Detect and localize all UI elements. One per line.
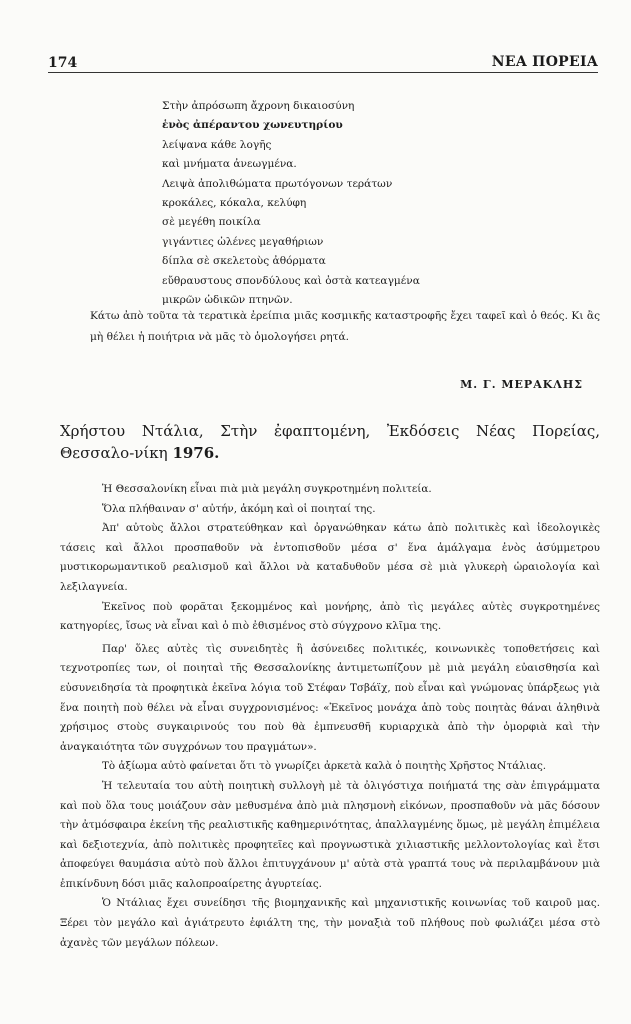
- publication-year: 1976.: [172, 444, 220, 462]
- poem-line: κροκάλες, κόκαλα, κελύφη: [162, 196, 307, 209]
- header-rule: [48, 72, 598, 73]
- review-paragraph: Ὅλα πλήθαιναν σ' αὐτήν, ἀκόμη καὶ οἱ ποιηταί της.: [102, 502, 376, 515]
- poem-line: καὶ μνήματα ἀνεωγμένα.: [162, 158, 297, 171]
- review-body: [60, 480, 600, 953]
- poem-line: Λειψὰ ἀπολιθώματα πρωτόγονων τεράτων: [162, 177, 393, 190]
- poem-line: γιγάντιες ὠλένες μεγαθήριων: [162, 235, 324, 248]
- review-closing-paragraph: Κάτω ἀπὸ τοῦτα τὰ τερατικὰ ἐρείπια μιᾶς κοσμικῆς καταστροφῆς ἔχει ταφεῖ καὶ ὁ θεός. Κι ἂς μὴ θέλει ἡ ποιήτρια νὰ μᾶς τὸ ὁμολογήσει ρητά.: [90, 310, 600, 343]
- review-paragraph: Ἐκεῖνος ποὺ φορᾶται ξεκομμένος καὶ μονήρης, ἀπὸ τὶς μεγάλες αὐτὲς συγκροτημένες κατηγορίες, ἴσως νὰ εἶναι καὶ ὁ πιὸ ἐθισμένος στὸ σύγχρονο κλῖμα της.: [60, 600, 600, 633]
- review-paragraph: Ὁ Ντάλιας ἔχει συνείδησι τῆς βιομηχανικῆς καὶ μηχανιστικῆς κοινωνίας τοῦ καιροῦ μας. Ξέρει τὸν μεγάλο καὶ ἀγιάτρευτο ἐφιάλτη της, τὴν μοναξιὰ τοῦ πλήθους ποὺ φωλιάζει μέσα στὸ ἀχανὲς τῶν μεγάλων πόλεων.: [60, 897, 600, 949]
- page-number: 174: [48, 55, 78, 71]
- poem-excerpt: [162, 97, 420, 310]
- review-paragraph: Τὸ ἀξίωμα αὐτὸ φαίνεται ὅτι τὸ γνωρίζει ἀρκετὰ καλὰ ὁ ποιητὴς Χρῆστος Ντάλιας.: [102, 760, 547, 773]
- poem-line: λείψανα κάθε λογῆς: [162, 138, 272, 151]
- book-citation: Χρήστου Ντάλια, Στὴν ἐφαπτομένη, Ἐκδόσεις Νέας Πορείας, Θεσσαλο-νίκη: [60, 422, 600, 462]
- review-paragraph: Ἡ Θεσσαλονίκη εἶναι πιὰ μιὰ μεγάλη συγκροτημένη πολιτεία.: [102, 483, 432, 495]
- poem-line: Στὴν ἀπρόσωπη ἄχρονη δικαιοσύνη: [162, 100, 355, 112]
- review-paragraph: Παρ' ὅλες αὐτὲς τὶς συνειδητὲς ἢ ἀσύνειδες πολιτικές, κοινωνικὲς τοποθετήσεις καὶ τεχνοτροπίες των, οἱ ποιηταὶ τῆς Θεσσαλονίκης ἀντιμετωπίζουν μὲ μιὰ μεγάλη εὐαισθησία καὶ εὐσυνειδησία τὰ προφητικὰ ἐκεῖνα λόγια τοῦ Στέφαν Τσβάϊχ, ποὺ εἶναι καὶ γνώμονας ὑπάρξεως γιὰ ἕνα ποιητὴ ποὺ θέλει νὰ εἶναι συγχρονισμένος: «Ἐκεῖνος μονάχα ἀπὸ τοὺς ποιητὰς θάναι ἀληθινὰ χρήσιμος στοὺς συγκαιρινούς του ποὺ θὰ ἐμπνευσθῆ κυριαρχικὰ ἀπὸ τὴν ὁμορφιὰ καὶ τὴν ἀναγκαιότητα τῶν συγχρόνων του πραγμάτων».: [60, 642, 600, 753]
- running-head: [48, 52, 598, 74]
- poem-line: μικρῶν ὠδικῶν πτηνῶν.: [162, 293, 293, 306]
- poem-line: σὲ μεγέθη ποικίλα: [162, 216, 261, 229]
- poem-line: δίπλα σὲ σκελετοὺς ἀθόρματα: [162, 255, 326, 268]
- reviewer-signature: Μ. Γ. ΜΕΡΑΚΛΗΣ: [460, 378, 583, 391]
- poem-line: ἑνὸς ἀπέραντου χωνευτηρίου: [162, 119, 343, 132]
- review-paragraph: Ἀπ' αὐτοὺς ἄλλοι στρατεύθηκαν καὶ ὀργανώθηκαν κάτω ἀπὸ πολιτικὲς καὶ ἰδεολογικὲς τάσεις καὶ ἄλλοι προσπαθοῦν νὰ ἐντοπισθοῦν μέσα σ' ἕνα ἀμάλγαμα ἑνὸς ἀσύμμετρου μυστικορωμαντικοῦ ρεαλισμοῦ καὶ ἄλλοι νὰ καταδυθοῦν μέσα σὲ μιὰ γλυκερὴ ὡραιολογία καὶ λεξιλαγνεία.: [60, 522, 600, 593]
- poem-line: εὔθραυστους σπονδύλους καὶ ὀστὰ κατεαγμένα: [162, 274, 420, 287]
- review-paragraph: Ἡ τελευταία του αὐτὴ ποιητικὴ συλλογὴ μὲ τὰ ὀλιγόστιχα ποιήματά της σὰν ἐπιγράμματα καὶ ποὺ ὅλα τους μοιάζουν σὰν μεθυσμένα ἀπὸ μιὰ πλησμονὴ εἰκόνων, προσπαθοῦν νὰ μᾶς δόσουν τὴν ἀτμόσφαιρα ἐκείνη τῆς ρεαλιστικῆς καθημερινότητας, ἀπαλλαγμένης ὅμως, μὲ μεγάλη ἐπιμέλεια καὶ δεξιοτεχνία, ἀπὸ πολιτικὲς προφητεῖες καὶ προγνωστικὰ χιλιαστικῆς μελλοντολογίας καὶ ἔτσι ἀποφεύγει θαυμάσια αὐτὸ ποὺ ἄλλοι ἐπιτυγχάνουν μ' αὐτὰ στὰ γραπτά τους νὰ περιλαμβάνουν μιὰ ἐπικίνδυνη δόσι μιᾶς καλοπροαίρετης ἀγυρτείας.: [60, 779, 600, 890]
- journal-title: ΝΕΑ ΠΟΡΕΙΑ: [491, 54, 598, 70]
- review-heading: [60, 420, 600, 464]
